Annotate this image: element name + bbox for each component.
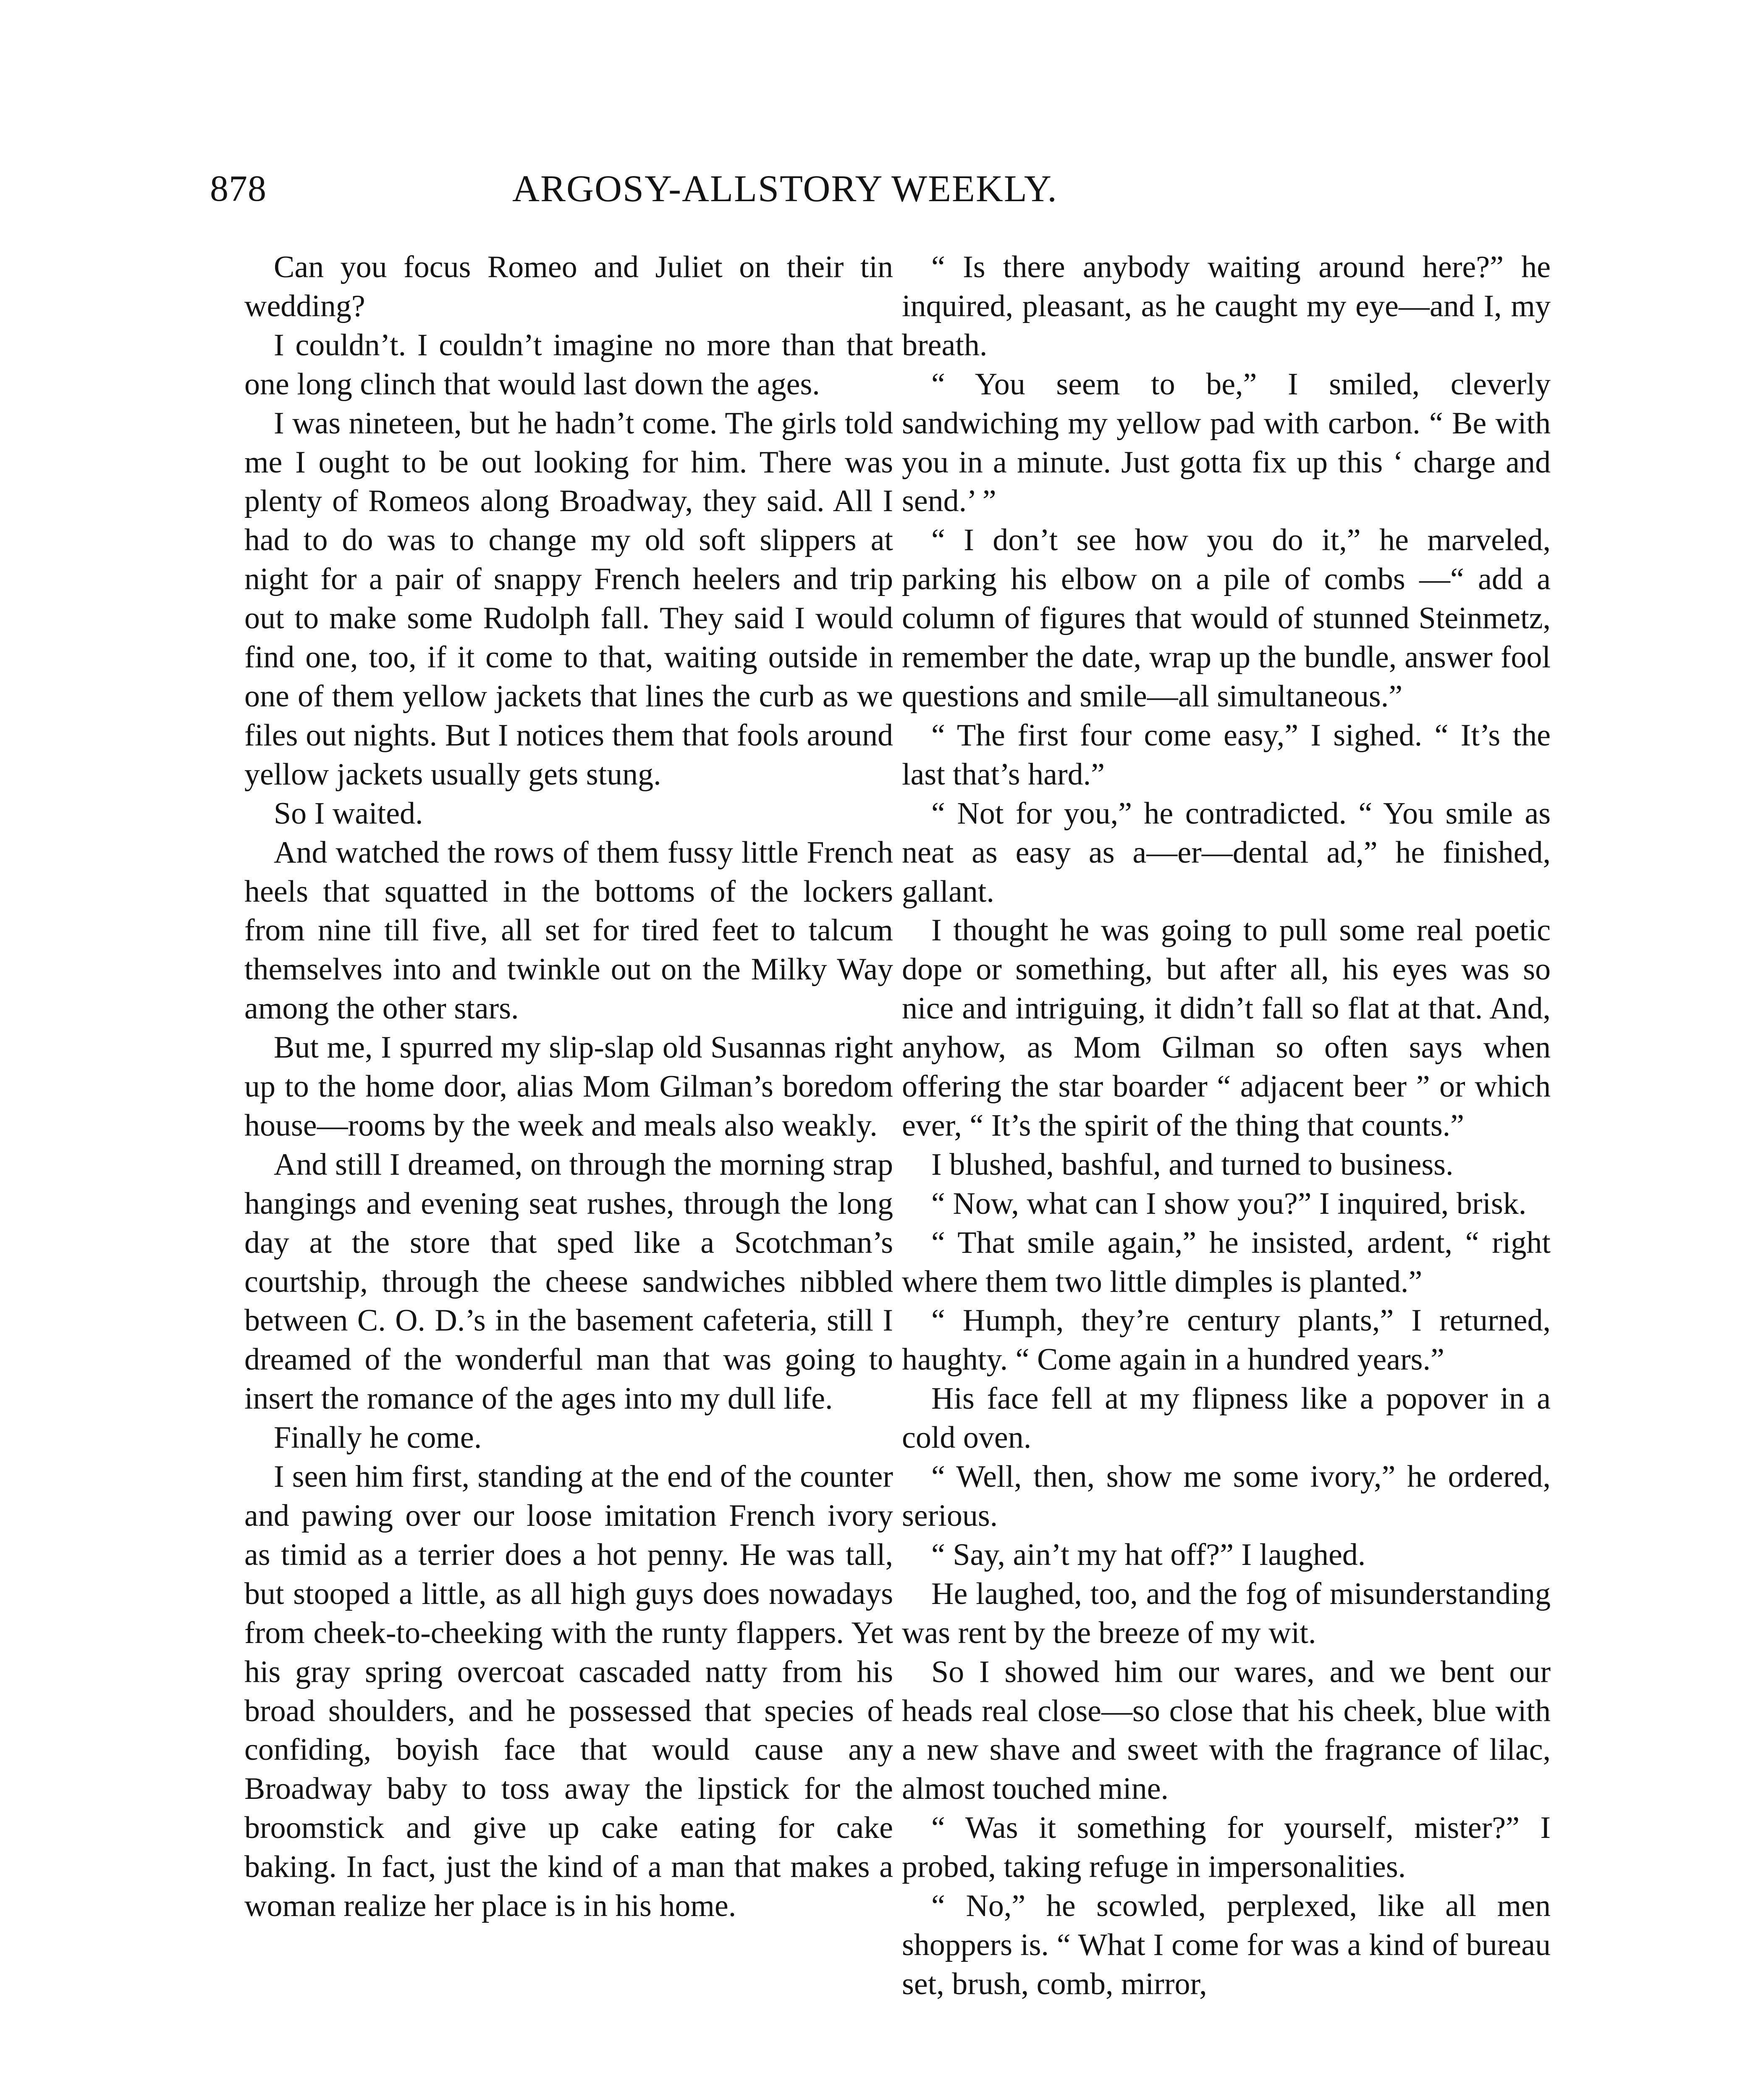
- paragraph: I thought he was going to pull some real poetic dope or something, but after all, his eyes was so nice and intriguing, it didn’t fall so flat at that. And, anyhow, as Mom Gilman so often says when offering the star boarder “ adjacent beer ” or which ever, “ It’s the spirit of the thing that counts.”: [902, 913, 1551, 1143]
- running-head: ARGOSY-ALLSTORY WEEKLY.: [512, 168, 1058, 210]
- paragraph: I couldn’t. I couldn’t imagine no more than that one long clinch that would last down the ages.: [244, 328, 893, 402]
- paragraph: I blushed, bashful, and turned to business.: [931, 1147, 1454, 1182]
- page-header: [210, 166, 1579, 220]
- page-number: 878: [210, 168, 267, 209]
- paragraph: His face fell at my flipness like a popover in a cold oven.: [902, 1381, 1551, 1455]
- left-column: [244, 248, 893, 2100]
- paragraph: “ No,” he scowled, perplexed, like all men shoppers is. “ What I come for was a kind of bureau set, brush, comb, mirror,: [902, 1889, 1551, 2001]
- paragraph: I was nineteen, but he hadn’t come. The girls told me I ought to be out looking for him. There was plenty of Romeos along Broadway, they said. All I had to do was to change my old soft slippers at night for a pair of snappy French heelers and trip out to make some Rudolph fall. They said I would find one, too, if it come to that, waiting outside in one of them yellow jackets that lines the curb as we files out nights. But I notices them that fools around yellow jackets usually gets stung.: [244, 406, 893, 792]
- paragraph: So I showed him our wares, and we bent our heads real close—so close that his cheek, blue with a new shave and sweet with the fragrance of lilac, almost touched mine.: [902, 1654, 1551, 1806]
- paragraph: “ Say, ain’t my hat off?” I laughed.: [931, 1537, 1366, 1572]
- paragraph: “ Not for you,” he contradicted. “ You smile as neat as easy as a—er—dental ad,” he finished, gallant.: [902, 796, 1551, 909]
- paragraph: He laughed, too, and the fog of misunderstanding was rent by the breeze of my wit.: [902, 1576, 1551, 1650]
- paragraph: “ I don’t see how you do it,” he marveled, parking his elbow on a pile of combs —“ add a column of figures that would of stunned Steinmetz, remember the date, wrap up the bundle, answer fool questions and smile—all simultaneous.”: [902, 523, 1551, 714]
- paragraph: “ You seem to be,” I smiled, cleverly sandwiching my yellow pad with carbon. “ Be with you in a minute. Just gotta fix up this ‘ charge and send.’ ”: [902, 367, 1551, 519]
- paragraph: Can you focus Romeo and Juliet on their tin wedding?: [244, 250, 893, 323]
- paragraph: So I waited.: [274, 796, 423, 831]
- paragraph: “ Now, what can I show you?” I inquired, brisk.: [931, 1186, 1527, 1221]
- paragraph: “ Is there anybody waiting around here?” he inquired, pleasant, as he caught my eye—and I, my breath.: [902, 250, 1551, 362]
- paragraph: “ That smile again,” he insisted, ardent, “ right where them two little dimples is planted.”: [902, 1225, 1551, 1299]
- paragraph: “ Well, then, show me some ivory,” he ordered, serious.: [902, 1460, 1551, 1533]
- paragraph: And still I dreamed, on through the morning strap hangings and evening seat rushes, through the long day at the store that sped like a Scotchman’s courtship, through the cheese sandwiches nibbled between C. O. D.’s in the basement cafeteria, still I dreamed of the wonderful man that was going to insert the romance of the ages into my dull life.: [244, 1147, 893, 1416]
- paragraph: “ The first four come easy,” I sighed. “ It’s the last that’s hard.”: [902, 718, 1551, 792]
- paragraph: “ Humph, they’re century plants,” I returned, haughty. “ Come again in a hundred years.”: [902, 1303, 1551, 1377]
- paragraph: I seen him first, standing at the end of the counter and pawing over our loose imitation French ivory as timid as a terrier does a hot penny. He was tall, but stooped a little, as all high guys does nowadays from cheek-to-cheeking with the runty flappers. Yet his gray spring overcoat cascaded natty from his broad shoulders, and he possessed that species of confiding, boyish face that would cause any Broadway baby to toss away the lipstick for the broomstick and give up cake eating for cake baking. In fact, just the kind of a man that makes a woman realize her place is in his home.: [244, 1460, 893, 1924]
- right-column: [902, 248, 1551, 2100]
- paragraph: “ Was it something for yourself, mister?” I probed, taking refuge in impersonalities.: [902, 1811, 1551, 1885]
- paragraph: But me, I spurred my slip-slap old Susannas right up to the home door, alias Mom Gilman’s boredom house—rooms by the week and meals also weakly.: [244, 1030, 893, 1143]
- paragraph: Finally he come.: [274, 1420, 482, 1455]
- paragraph: And watched the rows of them fussy little French heels that squatted in the bottoms of the lockers from nine till five, all set for tired feet to talcum themselves into and twinkle out on the Milky Way among the other stars.: [244, 835, 893, 1026]
